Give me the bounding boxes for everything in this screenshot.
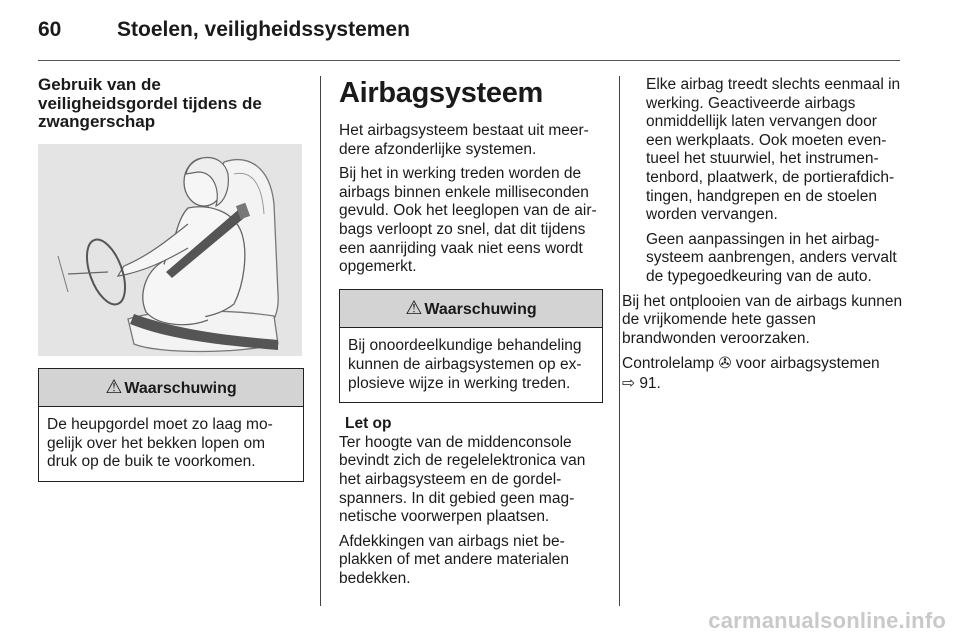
page-number: 60 — [38, 18, 62, 41]
right-column — [622, 76, 905, 400]
note-paragraph: Ter hoogte van de middenconsole bevindt zich de regelelektronica van het airbagsysteem en de gordelspanners. In dit gebied geen magnetische voorwerpen plaatsen. — [339, 433, 586, 526]
pregnant-seatbelt-illustration — [38, 144, 302, 356]
warning-text: De heupgordel moet zo laag mogelijk over het bekken lopen om druk op de buik te voorkomen. — [47, 416, 273, 471]
warning-title: Waarschuwing — [124, 379, 237, 397]
control-lamp-paragraph — [622, 354, 905, 393]
left-column — [38, 76, 304, 494]
column-divider-left — [320, 76, 321, 606]
note-title: Let op — [345, 415, 392, 433]
warning-header — [340, 290, 602, 329]
watermark: carmanualsonline.info — [708, 608, 946, 633]
page-reference-arrow-icon: ⇨ — [622, 373, 635, 392]
chapter-title: Stoelen, veiligheidssystemen — [117, 18, 410, 41]
airbag-lamp-icon: ✇ — [718, 354, 732, 373]
warning-header — [39, 369, 303, 408]
header-rule — [38, 60, 900, 61]
paragraph: Elke airbag treedt slechts eenmaal in werking. Geactiveerde airbags onmiddellijk laten vervangen door een werkplaats. Ook moeten eventueel het stuurwiel, het instrumentenbord, plaatwerk, de portierafdichtingen, handgrepen en de stoelen worden vervangen. — [646, 76, 901, 224]
warning-triangle-icon: ⚠ — [105, 376, 123, 398]
section-heading: Airbagsysteem — [339, 77, 544, 109]
lamp-text-prefix: Controlelamp — [622, 355, 719, 373]
warning-triangle-icon: ⚠ — [405, 297, 423, 319]
page-reference[interactable]: 91. — [639, 374, 661, 392]
lamp-text-suffix: voor airbagsystemen — [731, 355, 880, 373]
warning-text: Bij onoordeelkundige behandeling kunnen de airbagsystemen op explosieve wijze in werking treden. — [348, 337, 582, 392]
note-paragraph: Afdekkingen van airbags niet beplakken of met andere materialen bedekken. — [339, 532, 570, 587]
paragraph: Bij het in werking treden worden de airbags binnen enkele milliseconden gevuld. Ook het leeglopen van de airbags verloopt zo snel, dat dit tijdens een aanrijding vaak niet eens wordt opgemerkt. — [339, 165, 597, 276]
pregnancy-warning-box — [38, 368, 304, 482]
section-subheading: Gebruik van de veiligheidsgordel tijdens de zwangerschap — [38, 75, 262, 131]
paragraph: Het airbagsysteem bestaat uit meerdere afzonderlijke systemen. — [339, 122, 589, 158]
airbag-warning-box — [339, 289, 603, 403]
warning-title: Waarschuwing — [424, 300, 537, 318]
column-divider-right — [619, 76, 620, 606]
middle-column — [339, 76, 603, 594]
paragraph: Bij het ontplooien van de airbags kunnen de vrijkomende hete gassen brandwonden veroorzaken. — [622, 292, 903, 347]
paragraph: Geen aanpassingen in het airbagsysteem aanbrengen, anders vervalt de typegoedkeuring van de auto. — [646, 230, 897, 285]
